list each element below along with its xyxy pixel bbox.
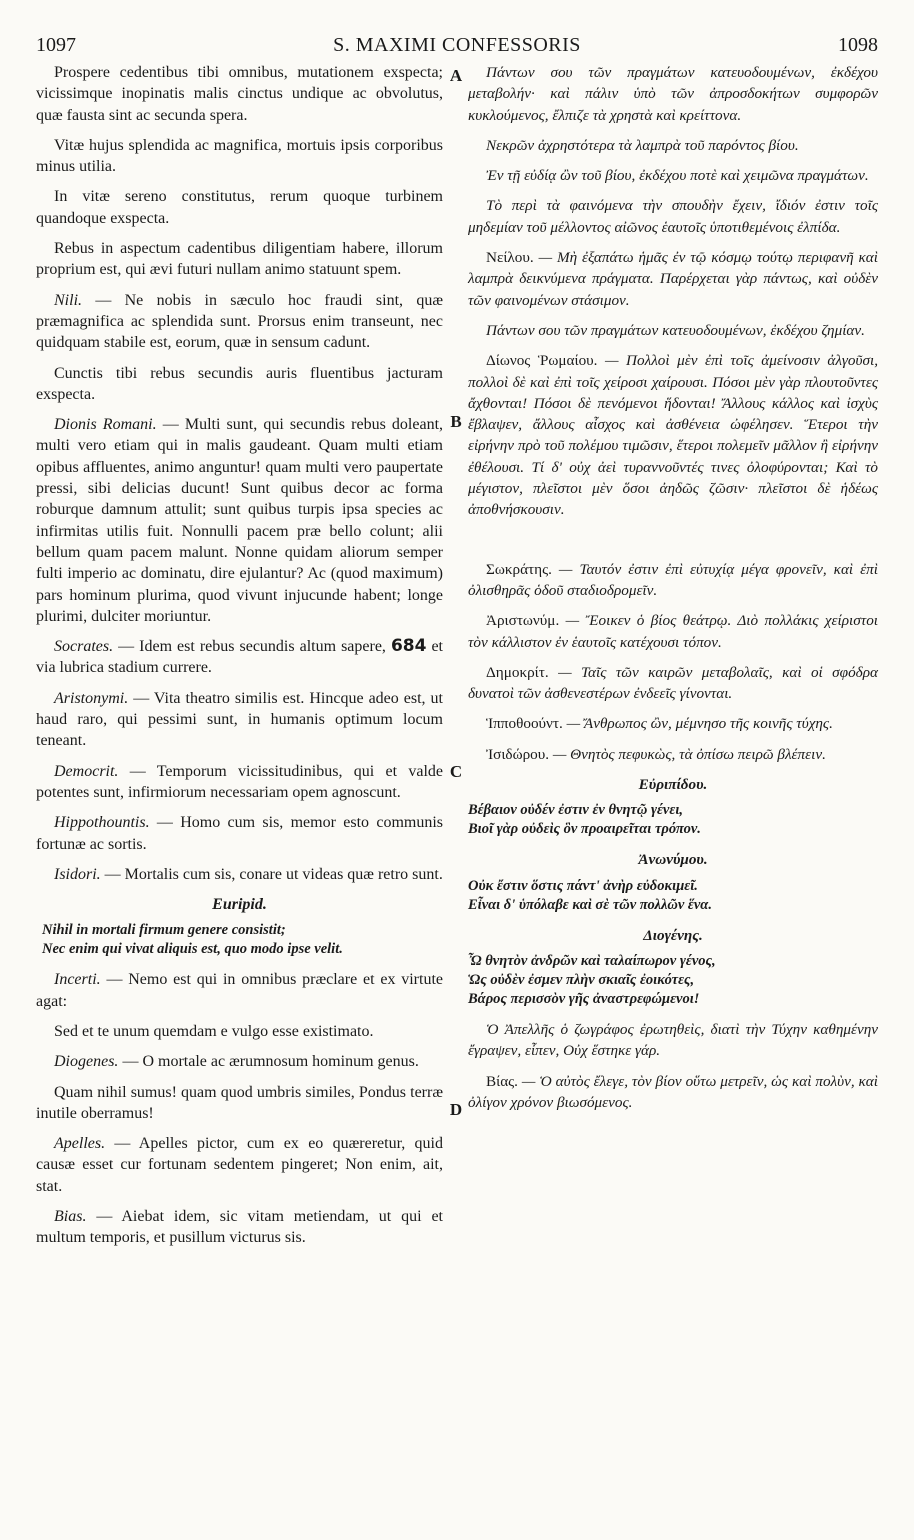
running-title: S. MAXIMI CONFESSORIS	[333, 34, 581, 56]
latin-section-heading: Euripid.	[212, 896, 267, 914]
greek-paragraph: Νείλου. — Μὴ ἐξαπάτω ἡμᾶς ἐν τῷ κόσμῳ τούτῳ περιφανῆ καὶ λαμπρὰ δεικνύμενα πράγματα. Παρέρχεται γὰρ πάντως, καὶ οὐδὲν τῶν φαινομένων στάσιμον.	[468, 249, 878, 309]
author-name: Incerti.	[54, 971, 101, 989]
latin-paragraph: Prospere cedentibus tibi omnibus, mutationem exspecta; vicissimque inopinatis malis cinctus undique ac obvolutus, quæ fausta sint ac secunda spera.	[36, 64, 443, 124]
greek-paragraph: Βίας. — Ὁ αὐτὸς ἔλεγε, τὸν βίον οὕτω μετρεῖν, ὡς καὶ πολὺν, καὶ ὀλίγον χρόνον βιωσόμενος.	[468, 1072, 879, 1111]
greek-column	[468, 62, 878, 1532]
author-name: Hippothountis.	[54, 814, 150, 832]
author-name: Democrit.	[54, 762, 119, 780]
author-name: Aristonymi.	[54, 689, 129, 707]
author-name: Diogenes.	[54, 1053, 119, 1071]
author-name: Ἱπποθοούντ.	[486, 715, 563, 733]
author-name: Δίωνος Ῥωμαίου.	[486, 352, 598, 370]
page-number-left: 1097	[36, 34, 76, 56]
greek-paragraph: Τὸ περὶ τὰ φαινόμενα τὴν σπουδὴν ἔχειν, ἴδιόν ἐστιν τοῖς μηδεμίαν τοῦ μέλλοντος αἰῶνος ἑαυτοῖς ὑποτιθεμένοις ἐλπίδα.	[468, 197, 878, 236]
greek-paragraph: Ὁ Ἀπελλῆς ὁ ζωγράφος ἐρωτηθεὶς, διατὶ τὴν Τύχην καθημένην ἔγραψεν, εἶπεν, Οὐχ ἕστηκε γάρ.	[468, 1020, 878, 1060]
greek-section-heading: Εὐριπίδου.	[638, 776, 708, 794]
author-name: Δημοκρίτ.	[486, 663, 549, 681]
author-name: Σωκράτης.	[486, 560, 552, 578]
latin-paragraph: In vitæ sereno constitutus, rerum quoque turbinem quandoque exspecta.	[36, 188, 443, 227]
latin-paragraph: Socrates. — Idem est rebus secundis altum sapere, 684 et via lubrica stadium currere.	[36, 636, 443, 677]
author-name: Ἀριστωνύμ.	[486, 612, 560, 630]
margin-mark-c: C	[449, 762, 463, 781]
greek-verse: Βέβαιον οὐδέν ἐστιν ἐν θνητῷ γένει, Βιοῖ γὰρ οὐδεὶς ὃν προαιρεῖται τρόπον.	[468, 802, 701, 838]
greek-paragraph: Σωκράτης. — Ταυτόν ἐστιν ἐπὶ εὐτυχίᾳ μέγα φρονεῖν, καὶ ἐπὶ ὀλισθηρᾶς ὁδοῦ σταδιοδρομεῖν.	[468, 560, 878, 599]
latin-paragraph: Incerti. — Nemo est qui in omnibus præclare et ex virtute agat:	[36, 971, 443, 1010]
greek-verse: Οὐκ ἔστιν ὅστις πάντ' ἀνὴρ εὐδοκιμεῖ. Εἶναι δ' ὑπόλαβε καὶ σὲ τῶν πολλῶν ἕνα.	[468, 877, 712, 913]
author-name: Socrates.	[54, 638, 114, 656]
author-name: Nili.	[54, 291, 83, 309]
greek-paragraph: Πάντων σου τῶν πραγμάτων κατευοδουμένων, ἐκδέχου ζημίαν.	[486, 321, 865, 339]
latin-paragraph: Nili. — Ne nobis in sæculo hoc fraudi sint, quæ præmagnifica ac splendida sunt. Prorsus enim transeunt, nec quidquam stabile est, eorum, quæ in sensum cadunt.	[36, 291, 443, 352]
latin-paragraph: Rebus in aspectum cadentibus diligentiam habere, illorum proprium est, qui ævi futuri nullam animo statuunt spem.	[36, 240, 443, 279]
latin-column	[36, 62, 443, 1532]
greek-paragraph: Ἀριστωνύμ. — Ἔοικεν ὁ βίος θεάτρῳ. Διὸ πολλάκις χείριστοι τὸν κάλλιστον ἐν ἑαυτοῖς κατέχουσι τόπον.	[468, 612, 879, 651]
latin-verse: Nihil in mortali firmum genere consistit; Nec enim qui vivat aliquis est, quo modo ipse velit.	[42, 922, 343, 958]
latin-paragraph: Dionis Romani. — Multi sunt, qui secundis rebus doleant, multi vero etiam qui in malis gaudeant. Quam multi etiam opibus affluentes, animo anguntur! quam multi vero paupertate pressi, sibi delicias ducunt! Sunt quibus decor ac forma roburque damnum attulit; sunt quibus turpis ipsa species ac infirmitas utilis fuit. Nonnulli pacem præ bello colunt; alii bellum quam pacem malunt. Nonne quidam aliorum semper fulti imperio ac dominatu, dire ejulantur? Ac (quod maximum) pars hominum plurima, quod vivunt injucunde habent; longe plurimi, dulciter moriuntur.	[36, 416, 444, 625]
latin-paragraph: Democrit. — Temporum vicissitudinibus, qui et valde potentes sunt, infirmiorum necessariam opem agnoscunt.	[36, 762, 443, 801]
column-number: 684	[390, 636, 427, 657]
margin-mark-a: A	[449, 66, 463, 85]
margin-mark-d: D	[449, 1100, 463, 1119]
author-name: Νείλου.	[486, 249, 534, 267]
latin-paragraph: Hippothountis. — Homo cum sis, memor esto communis fortunæ ac sortis.	[36, 814, 444, 853]
margin-mark-b: B	[450, 412, 462, 431]
latin-paragraph: Bias. — Aiebat idem, sic vitam metiendam, ut qui et multum temporis, et pusillum victurus sis.	[36, 1208, 444, 1247]
greek-section-heading: Διογένης.	[643, 926, 703, 944]
latin-paragraph: Aristonymi. — Vita theatro similis est. Hincque adeo est, ut haud raro, qui pessimi sunt, in humanis optimum locum teneant.	[36, 689, 444, 750]
latin-paragraph: Vitæ hujus splendida ac magnifica, mortuis ipsis corporibus minus utilia.	[36, 136, 443, 176]
greek-paragraph: Πάντων σου τῶν πραγμάτων κατευοδουμένων, ἐκδέχου μεταβολήν· καὶ πάλιν ὑπὸ τῶν ἀπροσδοκήτων συμφορῶν κυκλούμενος, ἔλπιζε τὰ χρηστὰ καὶ κρείττονα.	[468, 64, 878, 124]
greek-paragraph: Ἐν τῇ εὐδίᾳ ὢν τοῦ βίου, ἐκδέχου ποτὲ καὶ χειμῶνα πραγμάτων.	[486, 167, 869, 185]
author-name: Βίας.	[486, 1072, 518, 1090]
greek-paragraph: Νεκρῶν ἀχρηστότερα τὰ λαμπρὰ τοῦ παρόντος βίου.	[486, 136, 799, 154]
greek-paragraph: Ἰσιδώρου. — Θνητὸς πεφυκὼς, τὰ ὀπίσω πειρῶ βλέπειν.	[486, 745, 826, 763]
greek-verse: Ὦ θνητὸν ἀνδρῶν καὶ ταλαίπωρον γένος, Ὡς οὐδὲν ἐσμεν πλὴν σκιαῖς ἐοικότες, Βάρος περισσὸν γῆς ἀναστρεφώμενοι!	[468, 952, 716, 1007]
page-number-right: 1098	[838, 34, 878, 56]
author-name: Isidori.	[54, 865, 101, 883]
greek-paragraph: Δημοκρίτ. — Ταῖς τῶν καιρῶν μεταβολαῖς, καὶ οἱ σφόδρα δυνατοὶ τῶν ἀσθενεστέρων ἐνδεεῖς γίνονται.	[468, 663, 878, 703]
author-name: Ἰσιδώρου.	[486, 745, 550, 763]
latin-paragraph: Cunctis tibi rebus secundis auris fluentibus jacturam exspecta.	[36, 364, 443, 403]
latin-paragraph: Sed et te unum quemdam e vulgo esse existimato.	[54, 1022, 374, 1040]
latin-paragraph: Apelles. — Apelles pictor, cum ex eo quæreretur, quid causæ esset cur fortunam sedentem pingeret; Non enim, ait, stat.	[36, 1135, 443, 1195]
author-name: Bias.	[54, 1208, 87, 1226]
author-name: Apelles.	[54, 1135, 106, 1153]
latin-paragraph: Isidori. — Mortalis cum sis, conare ut videas quæ retro sunt.	[54, 865, 443, 883]
latin-paragraph: Quam nihil sumus! quam quod umbris similes, Pondus terræ inutile oberramus!	[36, 1083, 443, 1122]
greek-paragraph: Δίωνος Ῥωμαίου. — Πολλοὶ μὲν ἐπὶ τοῖς ἀμείνοσιν ἀλγοῦσι, πολλοὶ δὲ καὶ ἐπὶ τοῖς χείροσι χαίρουσι. Πόσοι μὲν γὰρ πλουτοῦντες ἄχθονται! Πόσοι δὲ πενόμενοι ἥδονται! Ἄλλους κάλλος καὶ ἰσχὺς ἔβλαψεν, ἄλλους αἶσχος καὶ ἀσθένεια ὠφέλησεν. Ἕτεροι τὴν εἰρήνην πρὸ τοῦ πολέμου τιμῶσιν, ἕτεροι πολεμεῖν μᾶλλον ἢ εἰρήνην ἐθέλουσι. Τί δ' οὐχ ἀεὶ τυραννοῦντές τινες ὀλοφύρονται; Καὶ τὸ μέγιστον, πλεῖστοι μὲν ὅσοι ἀηδῶς ζῶσιν· πλεῖστοι δὲ ἡδέως ἀποθνήσκουσιν.	[468, 352, 878, 519]
greek-section-heading: Ἀνωνύμου.	[638, 851, 708, 869]
latin-paragraph: Diogenes. — O mortale ac ærumnosum hominum genus.	[54, 1053, 419, 1071]
running-header	[36, 34, 878, 58]
author-name: Dionis Romani.	[54, 416, 157, 434]
greek-paragraph: Ἱπποθοούντ. — Ἄνθρωπος ὢν, μέμνησο τῆς κοινῆς τύχης.	[486, 715, 833, 733]
